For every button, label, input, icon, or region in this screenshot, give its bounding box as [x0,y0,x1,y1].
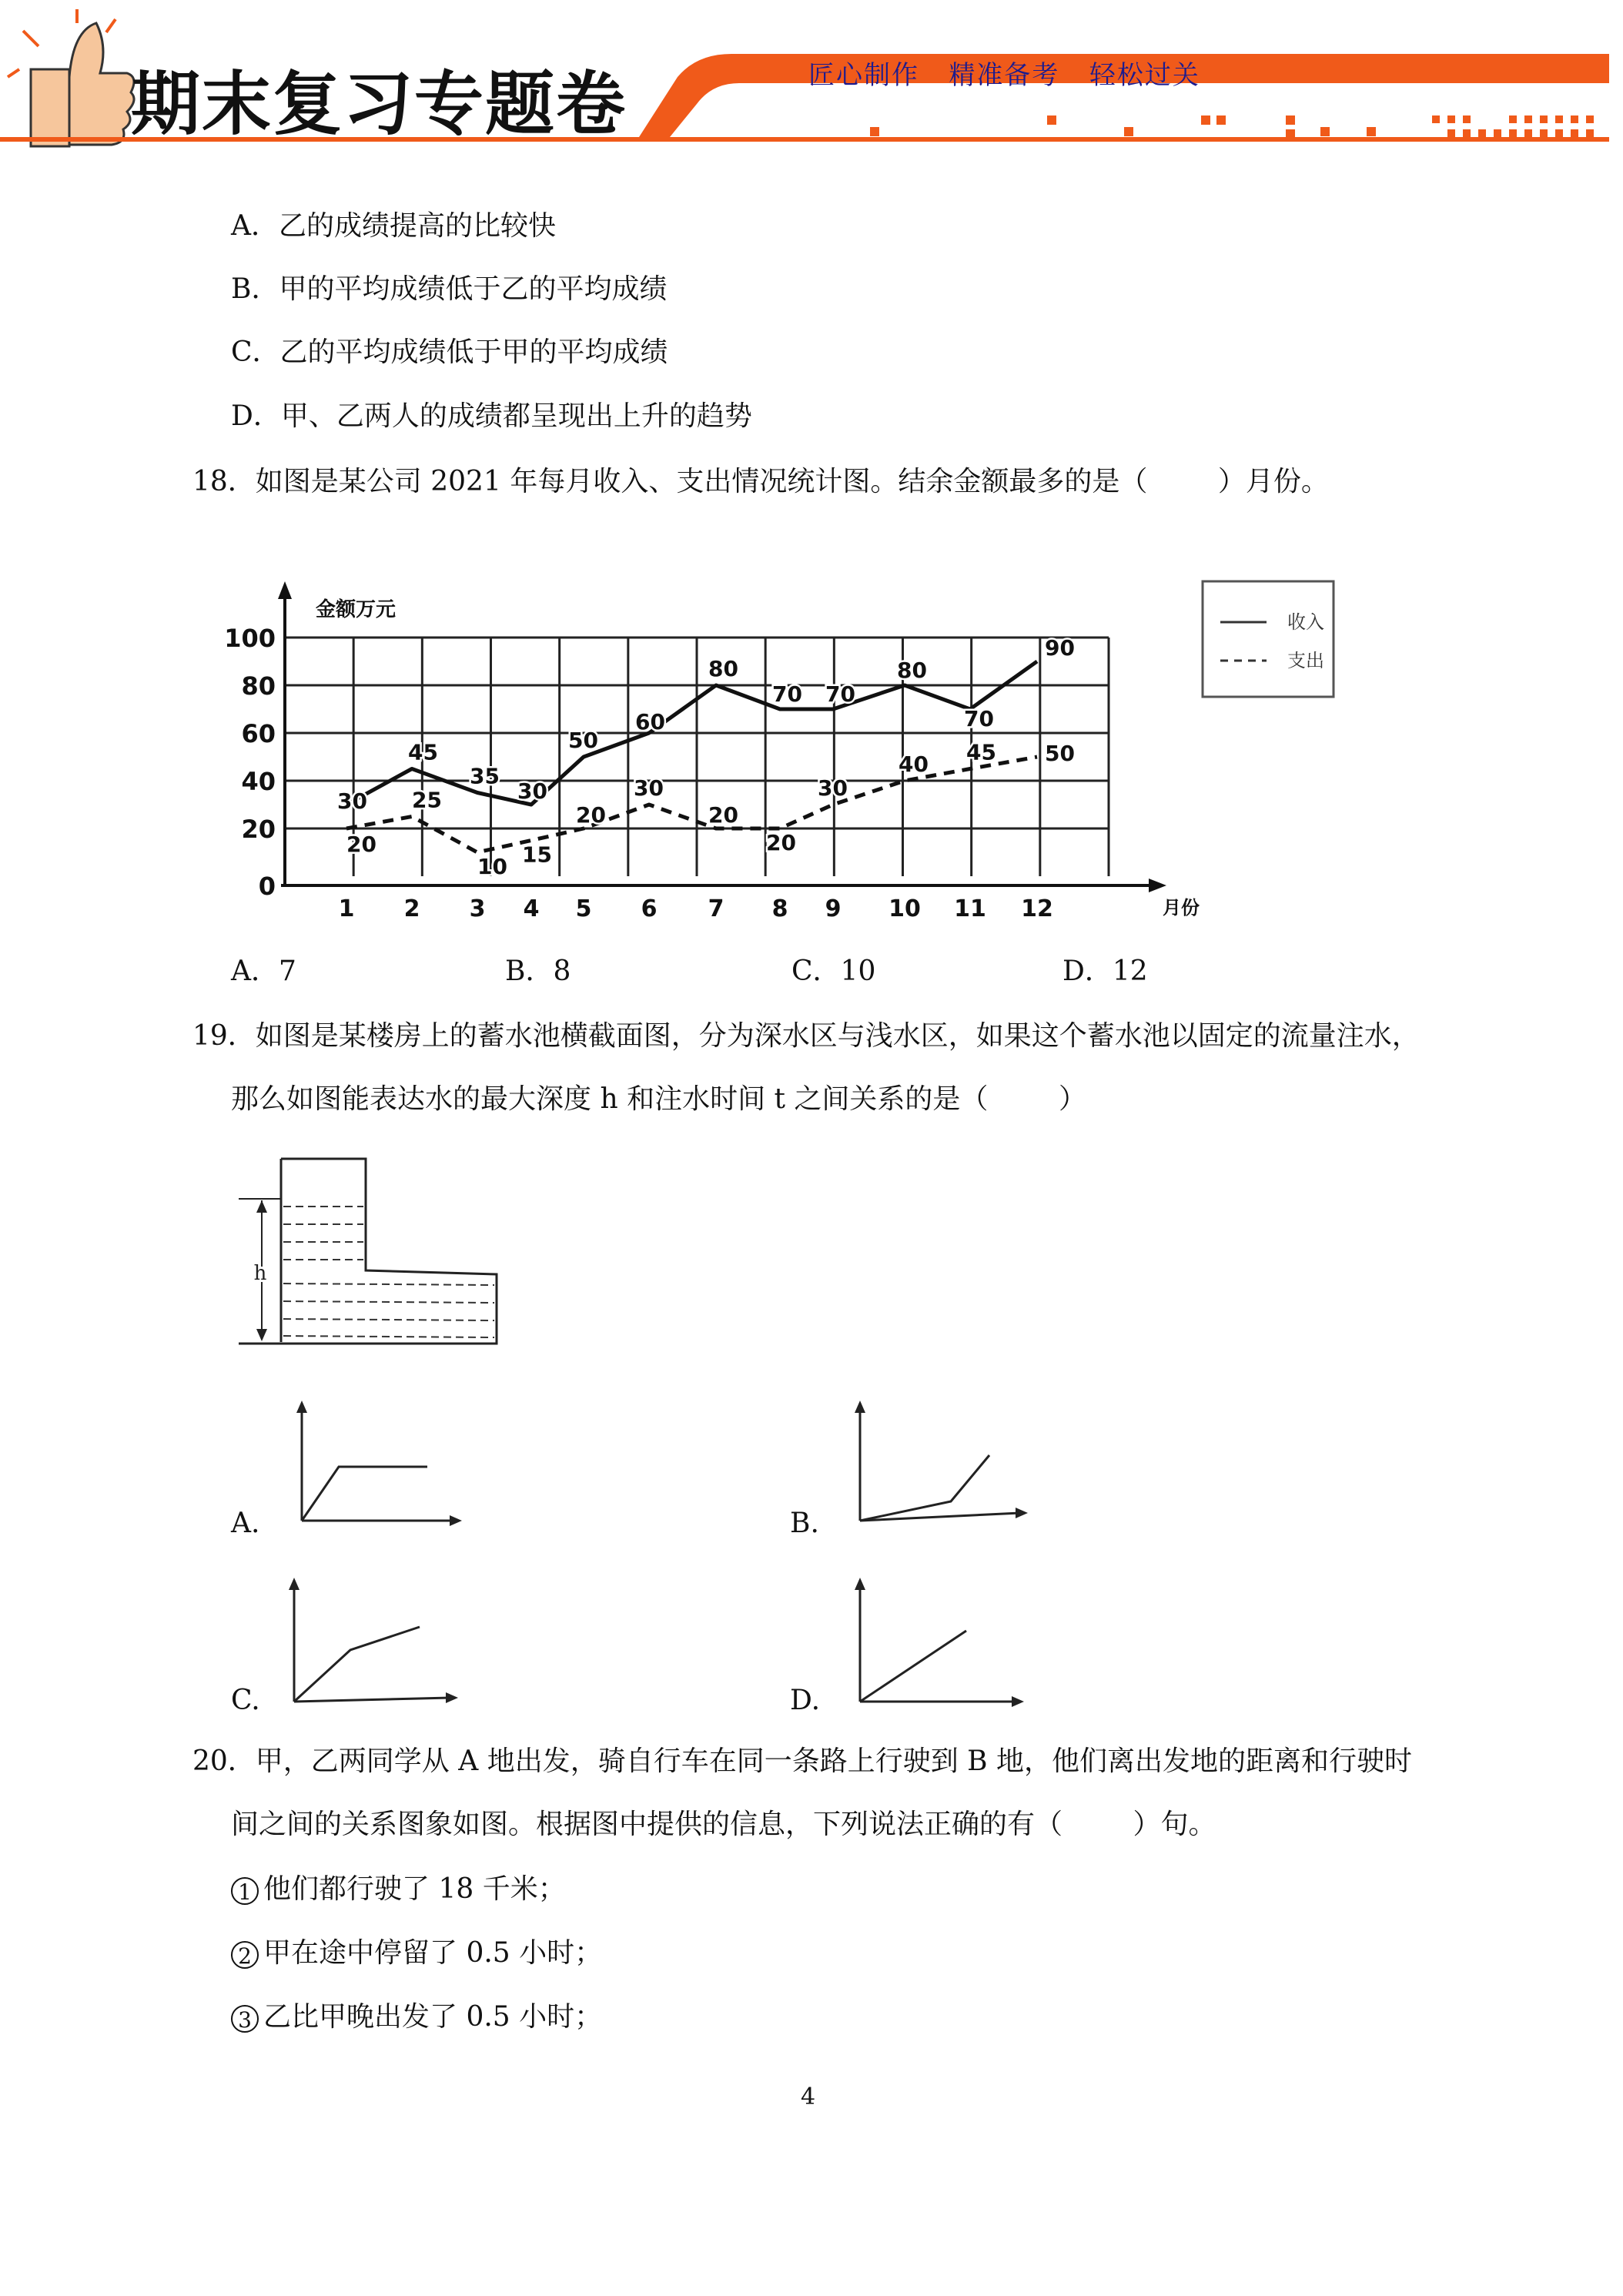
income-data-label: 50 [568,728,598,753]
income-expense-chart [224,539,1340,939]
q17-option-c: C．乙的平均成绩低于甲的平均成绩 [231,336,668,368]
expense-data-label: 20 [346,832,376,857]
x-tick-label: 8 [771,895,788,922]
legend-expense-label: 支出 [1287,650,1324,671]
q19-stem-line2: 那么如图能表达水的最大深度 h 和注水时间 t 之间关系的是（ ） [231,1083,1086,1115]
x-axis-label: 月份 [1163,897,1200,919]
q17-option-b: B．甲的平均成绩低于乙的平均成绩 [231,273,668,305]
income-data-label: 80 [708,656,738,681]
y-tick-label: 100 [224,624,276,653]
page-number: 4 [801,2083,816,2110]
x-tick-label: 11 [954,895,986,922]
income-data-label: 80 [897,658,927,683]
y-tick-label: 60 [241,719,276,748]
q17-option-a: A．乙的成绩提高的比较快 [231,210,556,242]
q20-statement-2 [231,1935,602,1972]
statement-text: 他们都行驶了 18 千米； [263,1873,566,1905]
expense-data-label: 40 [899,751,929,777]
q19-option-c: C. [231,1685,260,1716]
expense-data-label: 15 [522,842,552,868]
y-tick-label: 0 [258,872,276,901]
x-tick-label: 3 [469,895,486,922]
expense-data-label: 50 [1045,741,1075,766]
q19-option-b: B. [790,1508,819,1539]
statement-text: 甲在途中停留了 0.5 小时； [263,1937,603,1969]
y-tick-label: 20 [241,815,276,844]
x-tick-label: 2 [403,895,420,922]
income-data-label: 70 [825,681,855,707]
water-tank-cross-section [231,1151,508,1382]
income-data-label: 60 [635,709,665,735]
q20-stem-line1: 20．甲，乙两同学从 A 地出发，骑自行车在同一条路上行驶到 B 地，他们离出发地的距离和行驶时 [192,1745,1413,1777]
income-data-label: 70 [964,706,994,731]
y-axis-label: 金额万元 [316,598,397,621]
income-data-label: 35 [470,763,500,789]
x-tick-label: 4 [523,895,540,922]
q17-option-d: D．甲、乙两人的成绩都呈现出上升的趋势 [231,400,752,432]
header-slogan: 匠心制作 精准备考 轻松过关 [808,60,1200,91]
q19-option-a: A. [231,1508,260,1539]
expense-line [346,757,1037,852]
option-b-graph [843,1397,1036,1536]
option-d-graph [843,1575,1036,1713]
y-axis-arrow [278,581,292,599]
q18-stem: 18．如图是某公司 2021 年每月收入、支出情况统计图。结余金额最多的是（ ）月份。 [192,466,1329,497]
thumbs-up-icon [8,9,134,146]
q20-statement-3 [231,1999,602,2036]
expense-data-label: 20 [708,802,738,828]
q20-statement-1 [231,1871,566,1908]
expense-data-label: 20 [576,802,606,828]
q20-stem-line2: 间之间的关系图象如图。根据图中提供的信息，下列说法正确的有（ ）句。 [231,1809,1216,1840]
income-data-label: 45 [408,739,438,765]
income-data-label: 30 [517,778,547,804]
x-tick-label: 9 [825,895,842,922]
y-tick-label: 40 [241,767,276,796]
expense-data-label: 30 [818,775,848,801]
q18-option-b: B．8 [505,956,571,987]
q19-option-d: D. [790,1685,821,1716]
option-c-graph [277,1575,470,1713]
q18-option-c: C．10 [791,956,876,987]
option-a-graph [285,1397,470,1536]
q18-option-d: D．12 [1062,956,1148,987]
expense-data-label: 20 [766,830,796,855]
x-tick-label: 10 [888,895,921,922]
income-data-label: 70 [772,681,802,707]
income-data-label: 90 [1045,635,1075,661]
legend-box [1203,581,1334,697]
page-header [0,0,1623,154]
q19-stem-line1: 19．如图是某楼房上的蓄水池横截面图，分为深水区与浅水区，如果这个蓄水池以固定的流量注水， [192,1020,1420,1052]
header-title: 期末复习专题卷 [131,64,627,145]
legend-income-label: 收入 [1287,611,1324,633]
income-data-label: 30 [337,788,367,814]
expense-data-label: 45 [966,739,996,765]
x-tick-label: 12 [1021,895,1053,922]
statement-text: 乙比甲晚出发了 0.5 小时； [263,2001,603,2033]
x-tick-label: 6 [641,895,658,922]
statement-number: 3 [231,2005,259,2033]
x-tick-label: 5 [575,895,592,922]
expense-data-label: 25 [412,787,442,813]
statement-number: 2 [231,1941,259,1969]
expense-data-label: 30 [634,775,664,801]
q18-option-a: A．7 [231,956,296,987]
x-axis-arrow [1149,879,1166,892]
statement-number: 1 [231,1877,259,1905]
x-tick-label: 7 [708,895,724,922]
expense-data-label: 10 [477,854,507,879]
y-tick-label: 80 [241,671,276,701]
x-tick-label: 1 [338,895,355,922]
h-label: h [253,1262,267,1285]
